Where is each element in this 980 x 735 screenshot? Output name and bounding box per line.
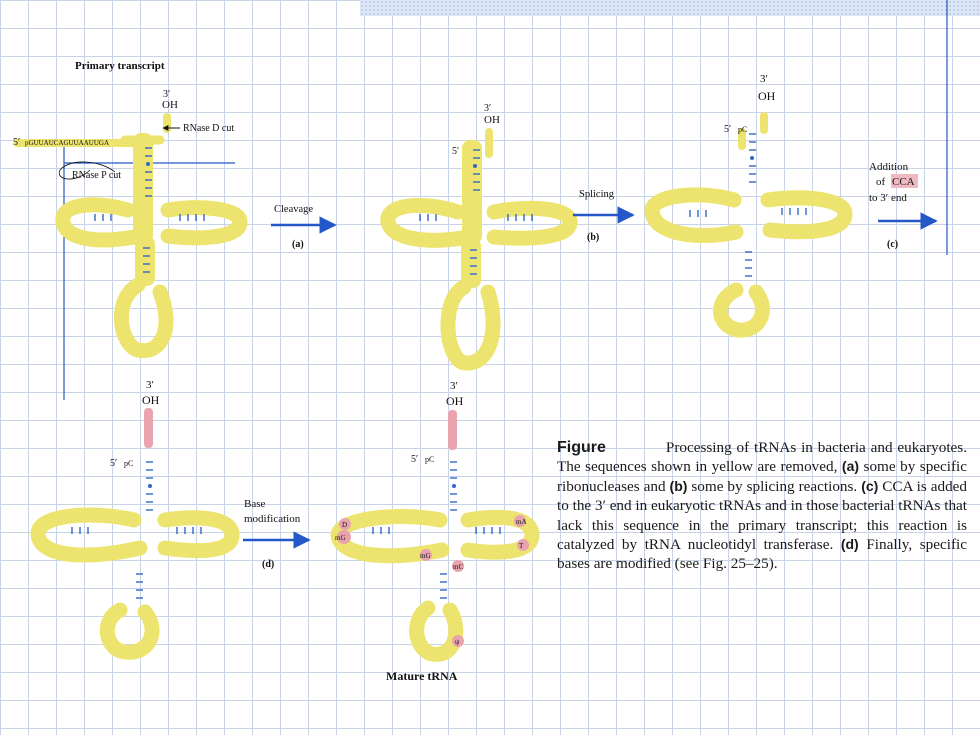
panel4-oh: OH bbox=[142, 393, 160, 407]
panel5-pc: pC bbox=[425, 455, 435, 464]
step-b-label: (b) bbox=[587, 232, 600, 243]
panel3-oh: OH bbox=[758, 89, 776, 103]
panel5-5prime: 5′ bbox=[411, 454, 419, 465]
rnase-p-label: RNase P cut bbox=[72, 170, 122, 181]
caption-sentence-3: some by splicing reactions. bbox=[691, 477, 858, 495]
mod-mg-2: mG bbox=[420, 552, 431, 560]
rnase-d-label: RNase D cut bbox=[183, 123, 235, 134]
panel1-3prime: 3′ bbox=[163, 89, 171, 100]
splicing-label: Splicing bbox=[579, 189, 615, 200]
caption-sentence-2: some by specific ribonucleases and bbox=[557, 458, 968, 495]
mod-d-1: D bbox=[342, 521, 348, 529]
panel5-oh: OH bbox=[446, 394, 464, 408]
addition-line3: to 3′ end bbox=[869, 192, 907, 204]
addition-line1: Addition bbox=[869, 161, 909, 173]
panel4-pc: pC bbox=[124, 459, 134, 468]
caption-title: Processing of tRNAs in bacteria and eukaryotes. bbox=[665, 439, 967, 456]
cca-added-trna-structure bbox=[38, 408, 232, 652]
panel5-3prime: 3′ bbox=[450, 380, 458, 392]
panel2-3prime: 3′ bbox=[484, 103, 492, 114]
step-d-label: (d) bbox=[262, 559, 275, 570]
mature-trna-structure bbox=[337, 410, 532, 654]
addition-cca: CCA bbox=[892, 176, 915, 188]
panel4-5prime: 5′ bbox=[110, 458, 118, 469]
mature-trna-label: Mature tRNA bbox=[386, 669, 458, 683]
panel2-oh: OH bbox=[484, 114, 500, 126]
caption-figure-word: Figure bbox=[557, 439, 606, 456]
caption-c: (c) bbox=[861, 477, 879, 494]
caption-a: (a) bbox=[841, 458, 860, 475]
mod-mg-1: mG bbox=[335, 534, 346, 542]
panel2-5prime: 5′ bbox=[452, 146, 460, 157]
mod-mc: mC bbox=[453, 563, 464, 571]
spliced-trna-structure bbox=[652, 112, 845, 330]
panel1-5prime: 5′ bbox=[13, 137, 21, 148]
caption-sentence-1: The sequences shown in yellow are removed, bbox=[557, 458, 838, 476]
cleavage-label: Cleavage bbox=[274, 204, 314, 215]
step-a-label: (a) bbox=[292, 239, 304, 250]
panel1-oh: OH bbox=[162, 99, 178, 111]
base-label-line2: modification bbox=[244, 513, 301, 525]
figure-caption bbox=[557, 438, 967, 574]
panel3-3prime: 3′ bbox=[760, 73, 768, 85]
panel3-5prime: 5′ bbox=[724, 124, 732, 135]
primary-transcript-label: Primary transcript bbox=[75, 60, 165, 72]
mod-t: T bbox=[519, 542, 524, 550]
panel3-pc: pC bbox=[738, 125, 748, 134]
caption-sentence-5: Finally, specific bases are modified (see Fig. 25–25). bbox=[557, 536, 967, 573]
base-label-line1: Base bbox=[244, 498, 266, 510]
panel1-5prime-sequence: pGUUAUCAGUUAAUUGA bbox=[25, 139, 109, 147]
panel4-3prime: 3′ bbox=[146, 379, 154, 391]
caption-sentence-4: CCA is added to the 3′ end in eukaryotic tRNAs and in those bacterial tRNAs that lack this sequence in the primary transcript; this reaction is catalyzed by tRNA nucleotidyl transferase. bbox=[557, 477, 968, 554]
caption-d: (d) bbox=[840, 536, 859, 553]
step-c-label: (c) bbox=[887, 239, 899, 250]
mod-ma: mA bbox=[516, 518, 527, 526]
primary-transcript-structure bbox=[14, 113, 240, 351]
caption-b: (b) bbox=[669, 477, 688, 494]
cleaved-trna-structure bbox=[388, 128, 570, 363]
addition-of: of bbox=[876, 176, 886, 188]
mod-psi: ψ bbox=[455, 638, 460, 646]
